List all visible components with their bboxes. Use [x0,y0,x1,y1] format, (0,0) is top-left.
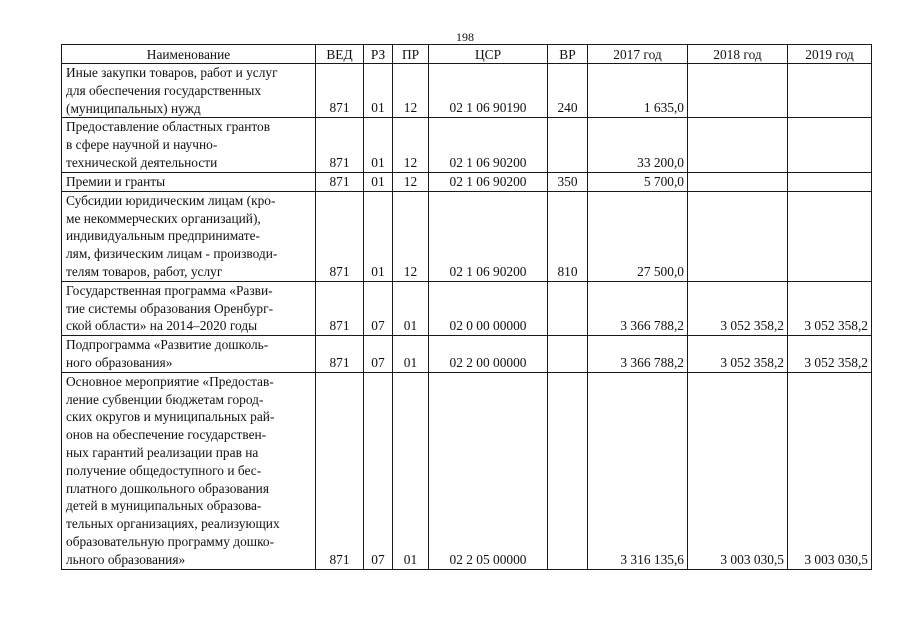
row-pr: 12 [393,64,429,118]
row-2017: 3 316 135,6 [588,372,688,569]
row-ved: 871 [316,281,364,335]
row-vr: 810 [548,191,588,281]
row-2018 [688,118,788,172]
col-header-ved: ВЕД [316,45,364,64]
row-2018 [688,191,788,281]
row-rz: 01 [364,172,393,191]
col-header-csr: ЦСР [429,45,548,64]
col-header-name: Наименование [62,45,316,64]
row-ved: 871 [316,336,364,373]
row-2019: 3 003 030,5 [788,372,872,569]
row-2018: 3 052 358,2 [688,281,788,335]
row-rz: 07 [364,336,393,373]
row-2019: 3 052 358,2 [788,281,872,335]
row-2018: 3 052 358,2 [688,336,788,373]
row-vr [548,372,588,569]
row-2018 [688,64,788,118]
row-2017: 3 366 788,2 [588,336,688,373]
col-header-pr: ПР [393,45,429,64]
row-vr: 240 [548,64,588,118]
table-row [62,191,872,281]
row-ved: 871 [316,172,364,191]
row-2018: 3 003 030,5 [688,372,788,569]
row-rz: 07 [364,281,393,335]
col-header-vr: ВР [548,45,588,64]
header-row [62,45,872,64]
row-ved: 871 [316,118,364,172]
row-pr: 12 [393,191,429,281]
table-row [62,118,872,172]
row-2017: 3 366 788,2 [588,281,688,335]
row-name: Субсидии юридическим лицам (кро- ме некоммерческих организаций), индивидуальным предпринимате- лям, физическим лицам - производи- телям товаров, работ, услуг [62,191,316,281]
row-csr: 02 1 06 90190 [429,64,548,118]
row-name: Государственная программа «Разви- тие системы образования Оренбург- ской области» на 2014–2020 годы [62,281,316,335]
row-rz: 01 [364,191,393,281]
row-csr: 02 2 05 00000 [429,372,548,569]
table-row [62,172,872,191]
row-2017: 27 500,0 [588,191,688,281]
row-name: Подпрограмма «Развитие дошколь- ного образования» [62,336,316,373]
row-2018 [688,172,788,191]
row-pr: 01 [393,281,429,335]
col-header-2018: 2018 год [688,45,788,64]
row-csr: 02 1 06 90200 [429,118,548,172]
row-2017: 5 700,0 [588,172,688,191]
table-row [62,64,872,118]
row-name: Основное мероприятие «Предостав- ление субвенции бюджетам город- ских округов и муниципальных рай- онов на обеспечение государствен- ных гарантий реализации прав на получение общедоступного и бес- платного дошкольного образования детей в муниципальных образова- тельных организациях, реализующих образовательную программу дошко- льного образования» [62,372,316,569]
table-row [62,336,872,373]
row-2017: 1 635,0 [588,64,688,118]
row-pr: 01 [393,336,429,373]
row-2017: 33 200,0 [588,118,688,172]
table-row [62,281,872,335]
row-name: Предоставление областных грантов в сфере научной и научно- технической деятельности [62,118,316,172]
row-name: Премии и гранты [62,172,316,191]
row-csr: 02 2 00 00000 [429,336,548,373]
col-header-rz: РЗ [364,45,393,64]
row-2019 [788,118,872,172]
row-2019 [788,191,872,281]
row-ved: 871 [316,191,364,281]
row-rz: 07 [364,372,393,569]
row-name: Иные закупки товаров, работ и услуг для обеспечения государственных (муниципальных) нужд [62,64,316,118]
row-vr: 350 [548,172,588,191]
budget-table [61,44,872,570]
row-rz: 01 [364,118,393,172]
col-header-2019: 2019 год [788,45,872,64]
row-ved: 871 [316,372,364,569]
table-row [62,372,872,569]
row-pr: 12 [393,118,429,172]
page-number: 198 [456,30,474,44]
row-vr [548,336,588,373]
row-2019 [788,64,872,118]
row-csr: 02 1 06 90200 [429,191,548,281]
col-header-2017: 2017 год [588,45,688,64]
row-2019 [788,172,872,191]
row-2019: 3 052 358,2 [788,336,872,373]
row-ved: 871 [316,64,364,118]
row-pr: 12 [393,172,429,191]
row-vr [548,118,588,172]
row-pr: 01 [393,372,429,569]
row-vr [548,281,588,335]
row-rz: 01 [364,64,393,118]
row-csr: 02 1 06 90200 [429,172,548,191]
row-csr: 02 0 00 00000 [429,281,548,335]
